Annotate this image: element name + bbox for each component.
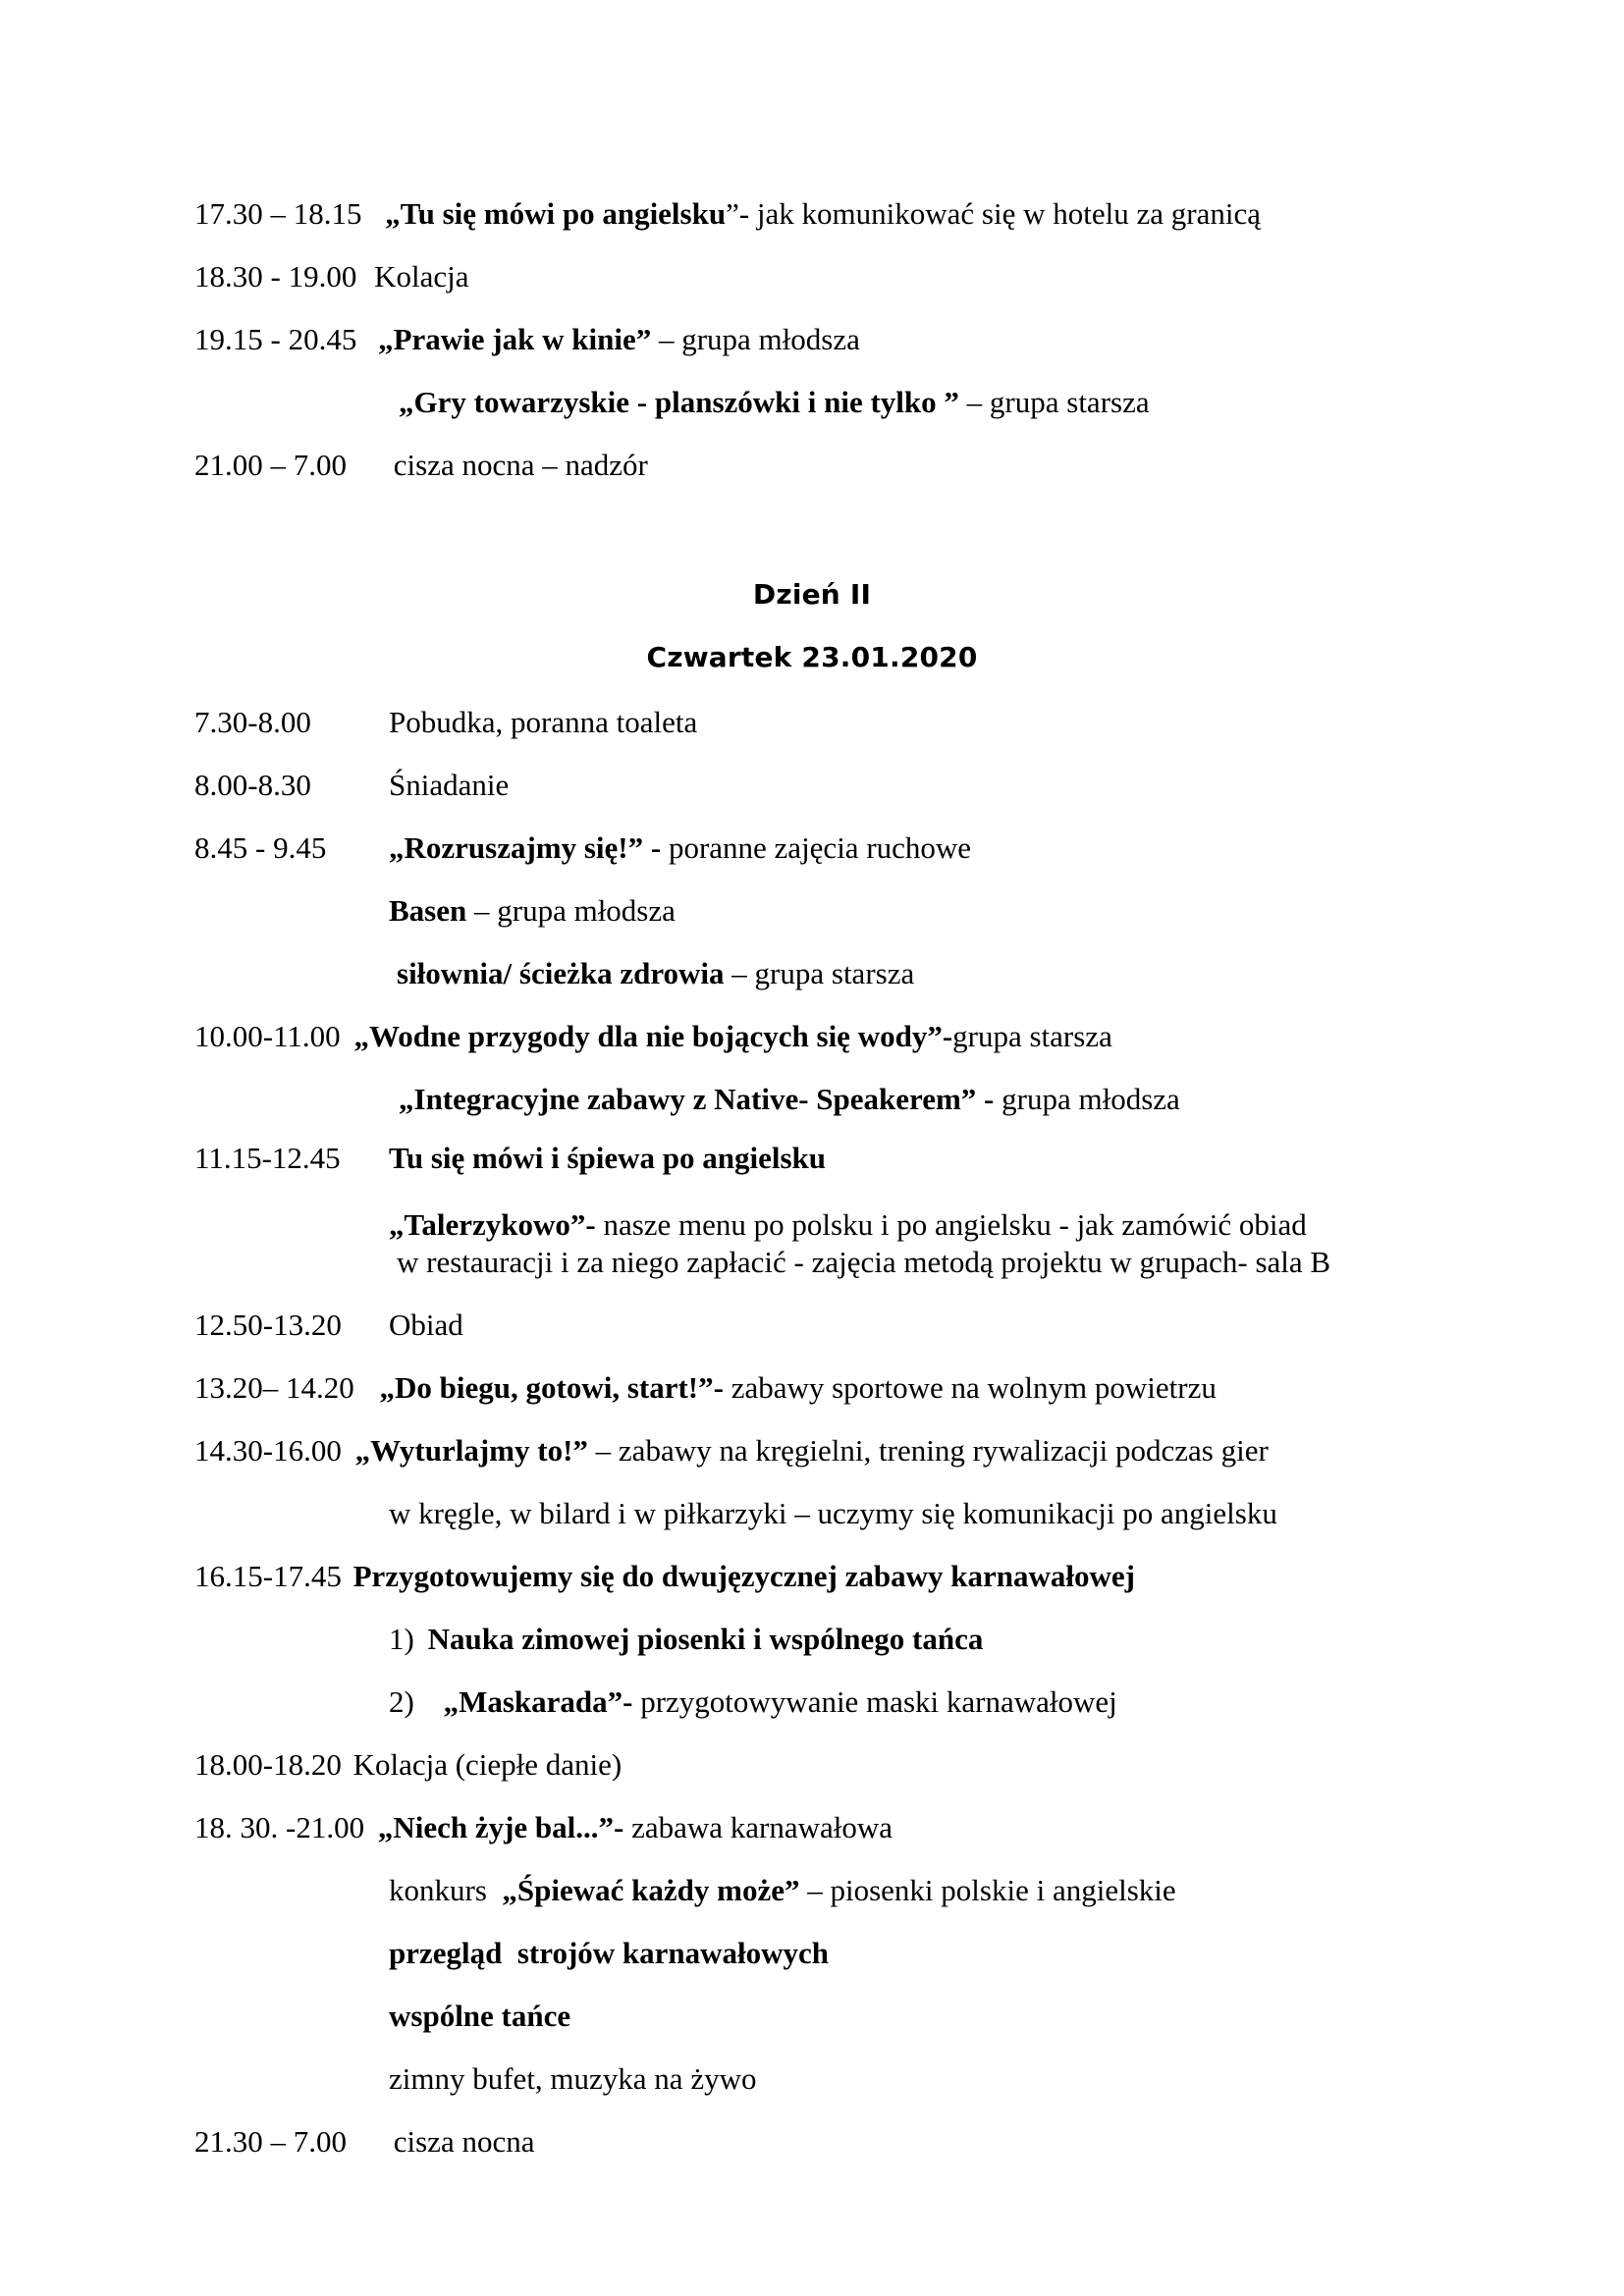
time-label: 21.30 – 7.00 [194, 2124, 347, 2159]
schedule-row [194, 2124, 534, 2160]
time-label: 18.30 - 19.00 [194, 259, 357, 294]
schedule-row [194, 1810, 893, 1845]
activity-desc: – zabawy na kręgielni, trening rywalizacji podczas gier [587, 1433, 1269, 1468]
activity-title: siłownia/ ścieżka zdrowia [397, 956, 725, 990]
activity-desc: cisza nocna – nadzór [393, 448, 648, 482]
time-label: 11.15-12.45 [194, 1141, 341, 1175]
time-label: 12.50-13.20 [194, 1308, 342, 1342]
schedule-row [194, 705, 311, 740]
activity-desc: przygotowywanie maski karnawałowej [632, 1684, 1117, 1719]
activity-title: wspólne tańce [389, 1999, 571, 2033]
time-label: 8.45 - 9.45 [194, 830, 327, 865]
schedule-row [399, 1082, 1180, 1117]
schedule-row [389, 1999, 570, 2034]
numbered-item [389, 1684, 1117, 1720]
activity-title: przegląd strojów karnawałowych [389, 1936, 830, 1970]
schedule-row [194, 1433, 1269, 1468]
schedule-row [389, 1141, 826, 1176]
activity-title: „Niech żyje bal...”- [377, 1810, 624, 1844]
activity-desc: Obiad [389, 1308, 463, 1342]
activity-desc: zimny bufet, muzyka na żywo [389, 2061, 757, 2096]
time-label: 18. 30. -21.00 [194, 1810, 365, 1844]
activity-title: „Talerzykowo”- [389, 1207, 596, 1242]
activity-title: „Wyturlajmy to!” [354, 1433, 588, 1468]
activity-title: Przygotowujemy się do dwujęzycznej zabawy karnawałowej [352, 1559, 1135, 1593]
activity-title: Tu się mówi i śpiewa po angielsku [389, 1141, 827, 1175]
time-label: 18.00-18.20 [194, 1747, 342, 1782]
activity-desc: – grupa starsza [958, 385, 1150, 419]
activity-desc: – grupa starsza [724, 956, 915, 990]
time-label: 17.30 – 18.15 [194, 196, 362, 231]
activity-title: „Gry towarzyskie - planszówki i nie tylko ” [399, 385, 959, 419]
line-gry-towarzyskie [399, 385, 1150, 420]
schedule-row [389, 1936, 829, 1971]
schedule-row [389, 1207, 1307, 1243]
item-number: 1) [389, 1622, 414, 1656]
line-21-00 [194, 448, 648, 483]
line-19-15 [194, 322, 860, 357]
schedule-row [389, 1873, 1176, 1908]
activity-desc: konkurs [389, 1873, 503, 1907]
activity-desc: – grupa młodsza [466, 893, 676, 928]
activity-desc: – grupa młodsza [651, 322, 860, 356]
schedule-row [194, 1370, 1217, 1406]
day-date: Czwartek 23.01.2020 [646, 641, 978, 673]
activity-desc: Pobudka, poranna toaleta [389, 705, 698, 739]
schedule-row [389, 893, 676, 929]
time-label: 14.30-16.00 [194, 1433, 342, 1468]
activity-desc: cisza nocna [393, 2124, 535, 2159]
activity-title: „Tu się mówi po angielsku [385, 196, 727, 231]
activity-title: „Wodne przygody dla nie bojących się wody”- [353, 1019, 953, 1053]
activity-title: „Prawie jak w kinie” [378, 322, 652, 356]
activity-title: „Do biegu, gotowi, start!”- [379, 1370, 724, 1405]
activity-desc-continued: w kręgle, w bilard i w piłkarzyki – uczymy się komunikacji po angielsku [389, 1496, 1277, 1530]
activity-title: Nauka zimowej piosenki i wspólnego tańca [427, 1622, 984, 1656]
schedule-row [194, 1559, 1135, 1594]
activity-desc: Kolacja [374, 259, 469, 294]
activity-desc: ”- jak komunikować się w hotelu za granicą [726, 196, 1261, 231]
time-label: 8.00-8.30 [194, 768, 311, 802]
time-label: 16.15-17.45 [194, 1559, 342, 1593]
time-label: 19.15 - 20.45 [194, 322, 357, 356]
line-18-30 [194, 259, 468, 294]
activity-desc: – piosenki polskie i angielskie [799, 1873, 1176, 1907]
time-label: 21.00 – 7.00 [194, 448, 347, 482]
activity-desc: poranne zajęcia ruchowe [661, 830, 972, 865]
activity-title: „Śpiewać każdy może” [502, 1873, 800, 1907]
schedule-row [194, 1019, 1112, 1054]
schedule-row [389, 830, 971, 866]
activity-title: Basen [389, 893, 467, 928]
time-label: 13.20– 14.20 [194, 1370, 354, 1405]
schedule-row [194, 1747, 622, 1783]
schedule-row [397, 956, 914, 991]
activity-desc: grupa młodsza [994, 1082, 1180, 1116]
activity-title: „Maskarada”- [443, 1684, 633, 1719]
line-17-30 [194, 196, 1261, 232]
activity-desc: nasze menu po polsku i po angielsku - jak zamówić obiad [595, 1207, 1307, 1242]
activity-title: „Integracyjne zabawy z Native- Speakerem” - [399, 1082, 995, 1116]
activity-title: „Rozruszajmy się!” - [389, 830, 662, 865]
time-label: 10.00-11.00 [194, 1019, 341, 1053]
activity-desc: grupa starsza [952, 1019, 1112, 1053]
activity-desc: zabawy sportowe na wolnym powietrzu [723, 1370, 1217, 1405]
time-label: 7.30-8.00 [194, 705, 311, 739]
activity-desc: zabawa karnawałowa [623, 1810, 893, 1844]
item-number: 2) [389, 1684, 414, 1719]
numbered-item [389, 1622, 983, 1657]
activity-desc: Kolacja (ciepłe danie) [352, 1747, 623, 1782]
day-title: Dzień II [752, 578, 872, 611]
activity-desc-continued: w restauracji i za niego zapłacić - zajęcia metodą projektu w grupach- sala B [397, 1245, 1331, 1279]
activity-desc: Śniadanie [389, 768, 510, 802]
